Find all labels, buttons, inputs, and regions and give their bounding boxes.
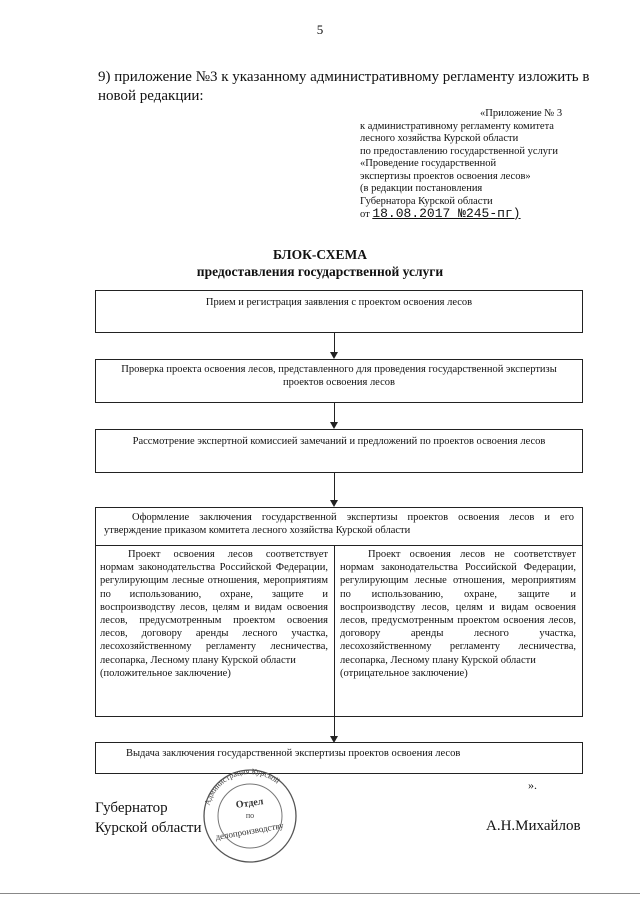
positive-text: Проект освоения лесов соответствует нормам законодательства Российской Федерации, регулирующим лесные отношения, мероприятиям по использованию, охране, защите и воспроизводству лесов, целям и видам освоения лесов, предусмотренным проектом освоения лесов, договору аренды лесного участка, лесохозяйственному регламенту лесничества, лесопарка, Лесному плану Курской области: [100, 549, 328, 666]
appendix-date: [360, 208, 570, 222]
appendix-line: к административному регламенту комитета: [360, 120, 554, 132]
negative-note: (отрицательное заключение): [340, 667, 468, 679]
signer-title: [95, 798, 201, 838]
flow-arrow-head-icon: [330, 500, 338, 507]
flow-step-review: [95, 429, 583, 473]
stamp-top-text: Администрация Курской: [202, 766, 282, 807]
positive-outcome: [100, 548, 328, 680]
stamp-center-text: делопроизводству: [214, 820, 285, 842]
flow-step-text: Прием и регистрация заявления с проектом освоения лесов: [205, 297, 473, 308]
appendix-line: Губернатора Курской области: [360, 195, 493, 207]
divider: [95, 545, 583, 546]
signer-title-line: Курской области: [95, 820, 202, 836]
divider: [334, 545, 335, 717]
appendix-line: экспертизы проектов освоения лесов»: [360, 170, 531, 182]
date-prefix: от: [360, 209, 370, 220]
flow-arrow-line: [334, 333, 335, 353]
appendix-line: по предоставлению государственной услуги: [360, 145, 558, 157]
flow-step-check: [95, 359, 583, 403]
appendix-line: (в редакции постановления: [360, 183, 483, 194]
flow-arrow-line: [334, 473, 335, 501]
closing-quote: ».: [528, 778, 537, 792]
appendix-line: «Проведение государственной: [360, 158, 497, 169]
signer-title-line: Губернатор: [95, 800, 168, 816]
title-line-2: предоставления государственной услуги: [196, 264, 444, 279]
appendix-header: [360, 108, 570, 222]
handwritten-date: 18.08.2017 №245-пг): [372, 206, 521, 221]
positive-note: (положительное заключение): [100, 667, 231, 679]
flow-arrow-head-icon: [330, 422, 338, 429]
flow-arrow-line: [334, 717, 335, 737]
signer-name: А.Н.Михайлов: [486, 818, 581, 834]
stamp-seal-icon: [194, 764, 306, 864]
bottom-rule: [0, 893, 640, 894]
stamp-center-text: по: [245, 811, 255, 820]
page-number: 5: [316, 22, 324, 37]
negative-text: Проект освоения лесов не соответствует нормам законодательства Российской Федерации, регулирующим лесные отношения, мероприятиям по использованию, охране, защите и воспроизводству лесов, целям и видам освоения лесов, предусмотренным проектом освоения лесов, договору аренды лесного участка, лесохозяйственному регламенту лесничества, лесопарка, Лесному плану Курской области: [340, 549, 576, 666]
title-line-1: БЛОК-СХЕМА: [272, 247, 368, 262]
flow-step-text: Проверка проекта освоения лесов, представленного для проведения государственной экспертизы проектов освоения лесов: [121, 364, 557, 388]
appendix-line: «Приложение № 3: [480, 108, 563, 119]
flow-step-reception: [95, 290, 583, 333]
negative-outcome: [340, 548, 576, 680]
flow-arrow-head-icon: [330, 352, 338, 359]
intro-paragraph: 9) приложение №3 к указанному административному регламенту изложить в новой редакции:: [98, 69, 590, 104]
flow-arrow-line: [334, 403, 335, 423]
flow-step-issue: [95, 742, 583, 774]
flow-step-text: Оформление заключения государственной экспертизы проектов освоения лесов и его утверждение приказом комитета лесного хозяйства Курской области: [104, 512, 574, 536]
flow-step-text: Выдача заключения государственной экспертизы проектов освоения лесов: [126, 748, 461, 759]
flow-step-text: Рассмотрение экспертной комиссией замечаний и предложений по проектов освоения лесов: [132, 436, 546, 447]
appendix-line: лесного хозяйства Курской области: [360, 133, 519, 144]
stamp-center-text: Отдел: [235, 796, 265, 811]
document-title: [0, 246, 640, 280]
